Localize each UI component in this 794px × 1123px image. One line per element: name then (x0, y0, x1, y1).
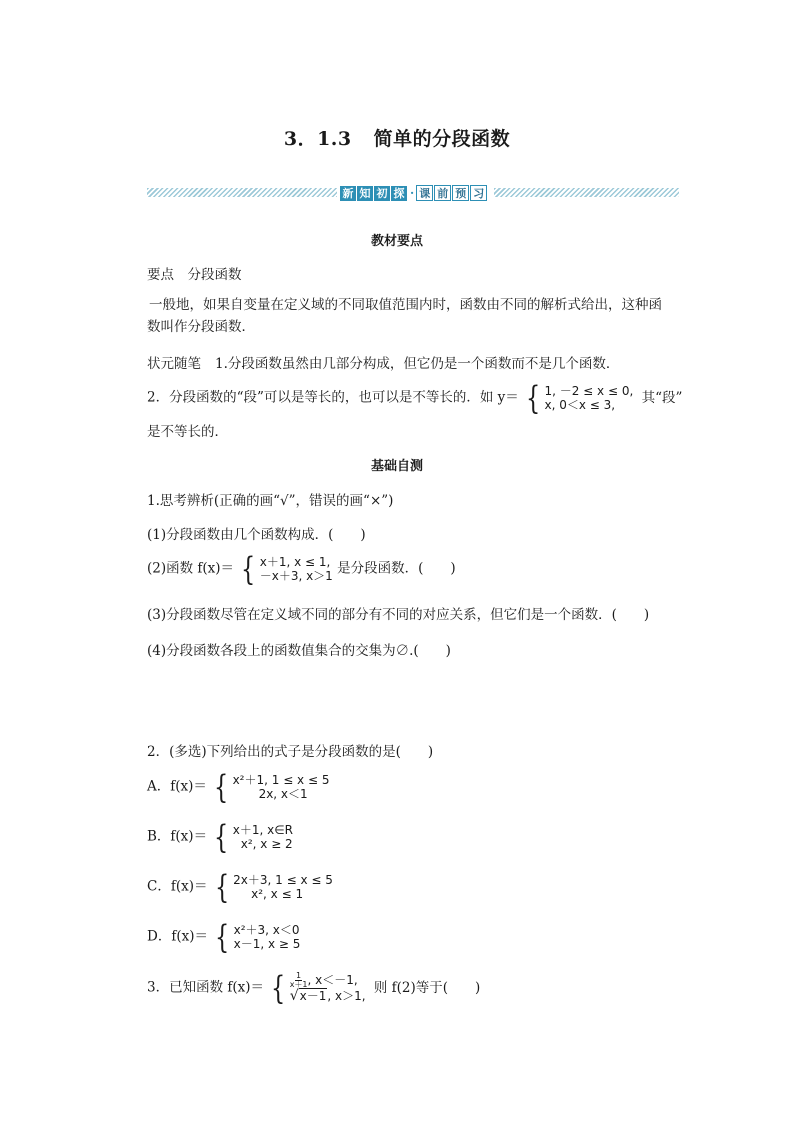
case-row: 1, －2 ≤ x ≤ 0, (544, 384, 634, 398)
banner-dot: · (410, 186, 415, 200)
option-d (147, 918, 301, 956)
piecewise-option (211, 768, 330, 806)
case-row: x²＋1, 1 ≤ x ≤ 5 (232, 773, 330, 787)
brace-icon: { (526, 379, 541, 417)
option-a (147, 768, 330, 806)
question-1-2 (147, 550, 456, 588)
question-3 (147, 969, 481, 1007)
section-banner (147, 184, 679, 202)
definition-paragraph: 一般地，如果自变量在定义域的不同取值范围内时，函数由不同的解析式给出，这种函数叫作分段函数． (147, 297, 662, 335)
note-line-2 (147, 379, 683, 417)
note-line-1 (147, 352, 619, 372)
fraction-denominator: x＋1 (289, 980, 308, 989)
option-label: A．f(x)＝ (147, 778, 207, 795)
piecewise-option (211, 818, 293, 856)
banner-tag: 新 (340, 186, 356, 201)
note-2-end: 是不等长的． (147, 424, 228, 440)
case-row: x－1, x ≥ 5 (233, 937, 301, 951)
question-2-intro: 2．(多选)下列给出的式子是分段函数的是( ) (147, 744, 434, 760)
banner-tag: 知 (357, 186, 373, 201)
note-2-post: 其“段” (641, 389, 683, 406)
note-label: 状元随笔 (147, 356, 201, 372)
q1-2-post: 是分段函数．( ) (337, 560, 456, 577)
brace-icon: { (241, 550, 256, 588)
brace-icon: { (271, 969, 286, 1007)
case-row: －x＋3, x＞1 (259, 569, 333, 583)
option-label: C．f(x)＝ (147, 878, 208, 895)
q3-post: 则 f(2)等于( ) (373, 979, 481, 996)
case-condition: , x＜－1, (307, 973, 358, 987)
question-1-1: (1)分段函数由几个函数构成．( ) (147, 527, 366, 543)
title-number: 3．1.3 (283, 128, 352, 150)
case-condition: , x＞1, (327, 989, 366, 1003)
case-row: x＋1, x ≤ 1, (259, 555, 331, 569)
banner-tag: 预 (452, 185, 469, 201)
piecewise-option (212, 918, 301, 956)
banner-hatch-right (494, 188, 679, 197)
key-point: 要点 分段函数 (147, 267, 242, 283)
banner-tags (340, 184, 488, 202)
option-label: D．f(x)＝ (147, 928, 208, 945)
section-heading-selftest: 基础自测 (370, 459, 423, 474)
brace-icon: { (214, 868, 230, 906)
option-b (147, 818, 293, 856)
brace-icon: { (214, 818, 229, 856)
banner-tag: 初 (374, 186, 390, 201)
banner-tag: 课 (416, 185, 433, 201)
brace-icon: { (215, 918, 230, 956)
note-2-pre: 2．分段函数的“段”可以是等长的，也可以是不等长的．如 y＝ (147, 389, 519, 406)
piecewise-option (212, 868, 333, 906)
option-label: B．f(x)＝ (147, 828, 208, 845)
fraction-numerator: 1 (296, 971, 302, 980)
question-1-3: (3)分段函数尽管在定义域不同的部分有不同的对应关系，但它们是一个函数．( ) (147, 607, 650, 623)
case-row: x², x ≥ 2 (240, 837, 293, 851)
case-row: x², x ≤ 1 (251, 887, 304, 901)
piecewise-q3 (268, 969, 366, 1007)
brace-icon: { (214, 768, 229, 806)
option-c (147, 868, 333, 906)
q3-pre: 3．已知函数 f(x)＝ (147, 979, 265, 996)
note-1-text: 1.分段函数虽然由几部分构成，但它仍是一个函数而不是几个函数． (215, 356, 620, 372)
case-row: 2x＋3, 1 ≤ x ≤ 5 (233, 873, 333, 887)
piecewise-q1-2 (238, 550, 333, 588)
fraction (290, 972, 308, 989)
case-row: 2x, x＜1 (258, 787, 308, 801)
case-row: x²＋3, x＜0 (233, 923, 300, 937)
case-row: x, 0＜x ≤ 3, (544, 398, 616, 412)
q1-2-pre: (2)函数 f(x)＝ (147, 560, 235, 577)
question-1-intro: 1.思考辨析(正确的画“√”，错误的画“×”) (147, 493, 394, 509)
piecewise-example (523, 379, 634, 417)
page-title (0, 124, 794, 151)
banner-tag: 探 (391, 186, 407, 201)
title-text: 简单的分段函数 (373, 128, 511, 150)
banner-tag: 前 (434, 185, 451, 201)
sqrt-icon: √ (289, 988, 299, 1004)
section-heading-textbook: 教材要点 (370, 234, 423, 249)
question-1-4: (4)分段函数各段上的函数值集合的交集为∅.( ) (147, 643, 451, 659)
banner-tag: 习 (470, 185, 487, 201)
radicand: x－1 (299, 989, 327, 1003)
case-row: x＋1, x∈R (232, 823, 293, 837)
banner-hatch-left (147, 188, 337, 197)
